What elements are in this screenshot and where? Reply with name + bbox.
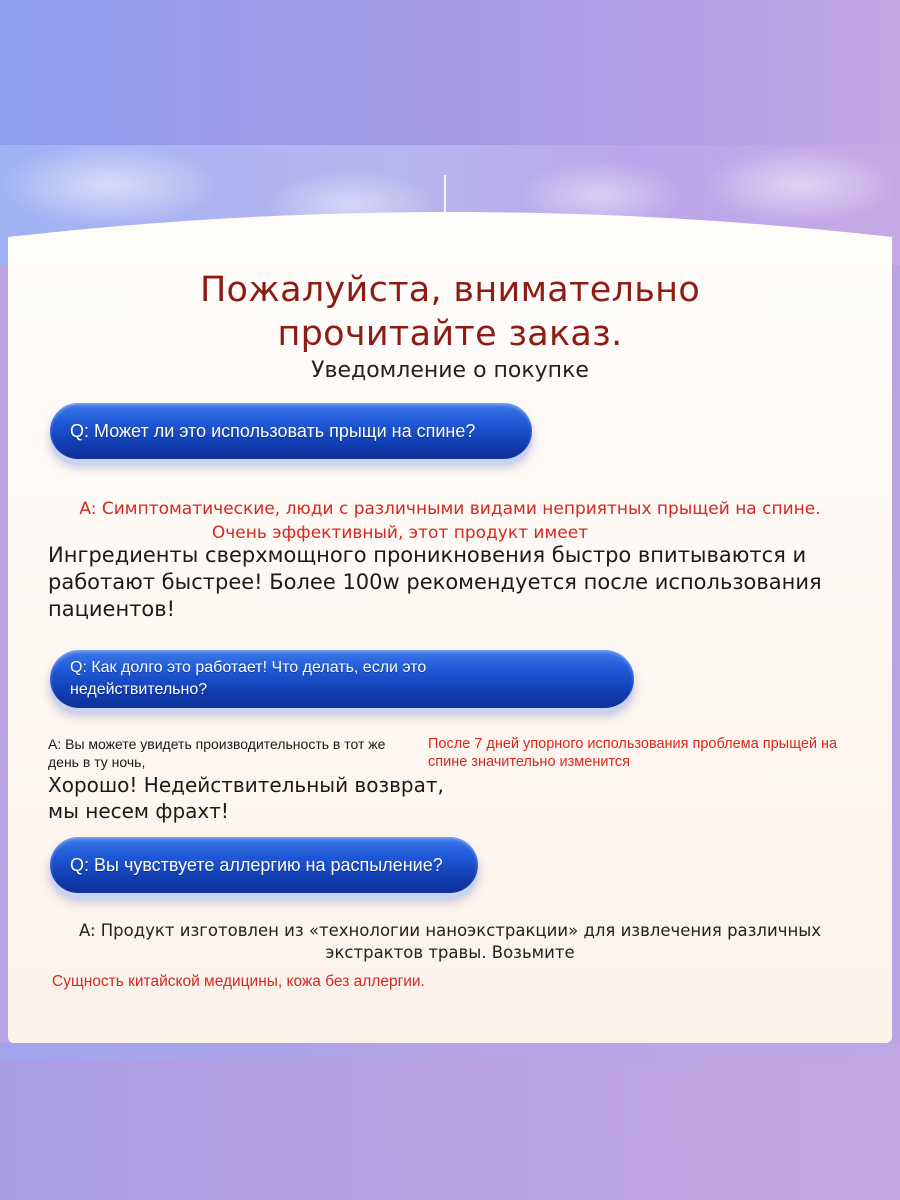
card-bottom-edge [0,1043,900,1060]
page-subtitle: Уведомление о покупке [311,358,589,383]
faq-question-2-line-2: недействительно? [70,681,208,698]
faq-body-2: Хорошо! Недействительный возврат, мы несем фрахт! [48,773,444,823]
faq-answer-3-highlight: Сущность китайской медицины, кожа без аллергии. [52,973,425,990]
faq-answer-1-line-2: Очень эффективный, этот продукт имеет [211,523,589,543]
faq-answer-3 [0,920,900,964]
faq-body-1: Ингредиенты сверхмощного проникновения быстро впитываются и работают быстрее! Более 100w рекомендуется после использования пациентов! [48,543,822,621]
faq-question-2-line-1: Q: Как долго это работает! Что делать, если это [70,659,427,676]
faq-answer-2-highlight: После 7 дней упорного использования проблема прыщей на спине значительно изменится [428,736,838,770]
faq-answer-1-line-1: A: Симптоматические, люди с различными видами неприятных прыщей на спине. [79,499,821,519]
faq-question-1 [50,403,532,459]
faq-answer-1 [0,497,900,545]
faq-answer-3-line-1: A: Продукт изготовлен из «технологии наноэкстракции» для извлечения различных [78,921,822,940]
faq-question-2 [50,650,634,708]
page-title-line-1: Пожалуйста, внимательно [199,270,701,310]
background-bottom [0,1060,900,1200]
faq-answer-3-line-2: экстрактов травы. Возьмите [325,943,575,962]
faq-question-3-text: Q: Вы чувствуете аллергию на распыление? [70,854,443,875]
page-title-line-2: прочитайте заказ. [277,314,623,354]
page-title [0,268,900,356]
faq-question-1-text: Q: Может ли это использовать прыщи на спине? [70,420,476,441]
faq-answer-2: A: Вы можете увидеть производительность в тот же день в ту ночь, [48,736,386,770]
background-top [0,0,900,145]
faq-question-3 [50,837,478,893]
